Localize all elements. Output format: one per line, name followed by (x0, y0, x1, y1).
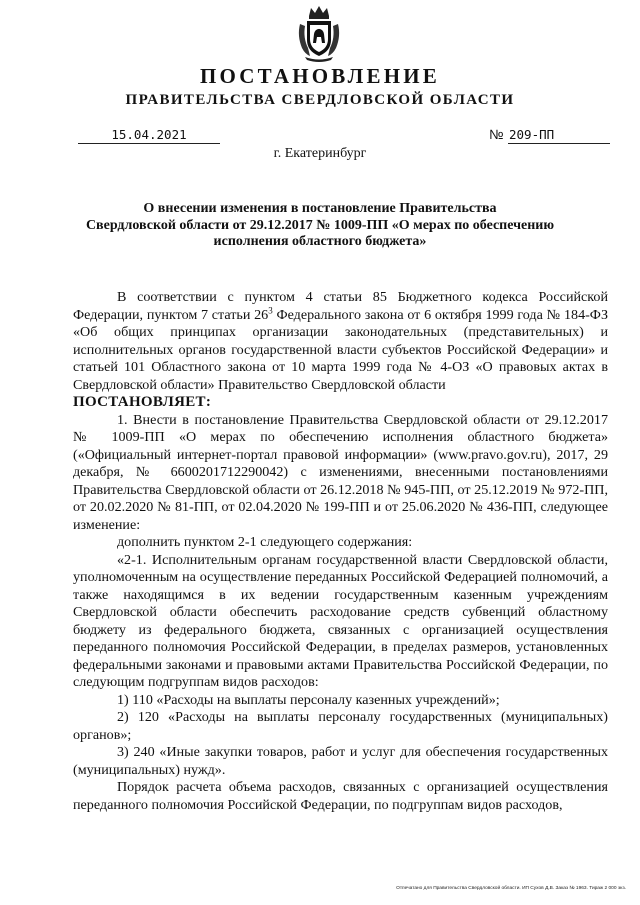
coat-of-arms-emblem (296, 4, 342, 62)
document-date: 15.04.2021 (78, 127, 220, 144)
sverdlovsk-coat-of-arms-icon (296, 4, 342, 62)
calculation-order-paragraph: Порядок расчета объема расходов, связанных с организацией осуществления переданного полномочия Российской Федерации, по подгруппам видов расходов, (73, 779, 608, 813)
heading-line: О внесении изменения в постановление Правительства (143, 201, 497, 216)
document-number-block (489, 127, 609, 144)
preamble-text: В соответствии с пунктом 4 статьи 85 Бюджетного кодекса Российской Федерации, пунктом 7 статьи 26 (73, 289, 608, 323)
heading-line: исполнения областного бюджета» (213, 234, 427, 250)
document-heading (80, 201, 560, 251)
supplement-paragraph: дополнить пунктом 2-1 следующего содержания: (117, 534, 413, 550)
preamble-paragraph (73, 289, 608, 394)
document-type-title: ПОСТАНОВЛЕНИЕ (199, 64, 441, 88)
expense-subgroup-240: 3) 240 «Иные закупки товаров, работ и услуг для обеспечения государственных (муниципальных) нужд». (73, 744, 608, 778)
print-imprint: Отпечатано для Правительства Свердловской области. ИП Сухов Д.В. Заказ № 1963. Тираж 2 000 экз. (396, 886, 626, 891)
city: г. Екатеринбург (273, 146, 367, 161)
item-1-paragraph: 1. Внести в постановление Правительства Свердловской области от 29.12.2017 № 1009-ПП «О мерах по обеспечению исполнения областного бюджета» («Официальный интернет-портал правовой информации» (www.pravo.gov.ru), 2017, 29 декабря, № 6600201712290042) с изменениями, внесенными постановлениями Правительства Свердловской области от 26.12.2018 № 945-ПП, от 25.12.2019 № 972-ПП, от 20.02.2020 № 81-ПП, от 02.04.2020 № 199-ПП и от 25.06.2020 № 436-ПП, следующее изменение: (73, 411, 608, 533)
document-body (73, 289, 608, 814)
expense-subgroup-120: 2) 120 «Расходы на выплаты персоналу государственных (муниципальных) органов»; (73, 709, 608, 743)
document-number: 209-ПП (508, 127, 610, 144)
heading-line: Свердловской области от 29.12.2017 № 1009-ПП «О мерах по обеспечению (85, 217, 555, 233)
expense-subgroup-110: 1) 110 «Расходы на выплаты персоналу казенных учреждений»; (117, 691, 500, 708)
preamble-text: Федерального закона от 6 октября 1999 года № 184-ФЗ «Об общих принципах организации законодательных (представительных) и исполнительных органов государственной власти субъектов Российской Федерации» и статьей 101 Областного закона от 10 марта 1999 года № 4-ОЗ «О правовых актах в Свердловской области» Правительство Свердловской области (73, 306, 609, 393)
clause-2-1-paragraph: «2-1. Исполнительным органам государственной власти Свердловской области, уполномоченным на осуществление переданных Российской Федерацией полномочий, а также находящимся в их ведении государственным казенным учреждениям Свердловской области обеспечить расходование средств субвенций областному бюджету из федерального бюджета, связанных с организацией осуществления переданного полномочия Российской Федерации, в пределах размеров, установленных федеральными законами и правовыми актами Правительства Российской Федерации, по следующим подгруппам видов расходов: (73, 551, 608, 690)
issuing-authority: ПРАВИТЕЛЬСТВА СВЕРДЛОВСКОЙ ОБЛАСТИ (125, 92, 515, 108)
decree-word: ПОСТАНОВЛЯЕТ: (73, 394, 212, 410)
number-sign: № (489, 127, 504, 142)
superscript: 3 (268, 304, 273, 315)
